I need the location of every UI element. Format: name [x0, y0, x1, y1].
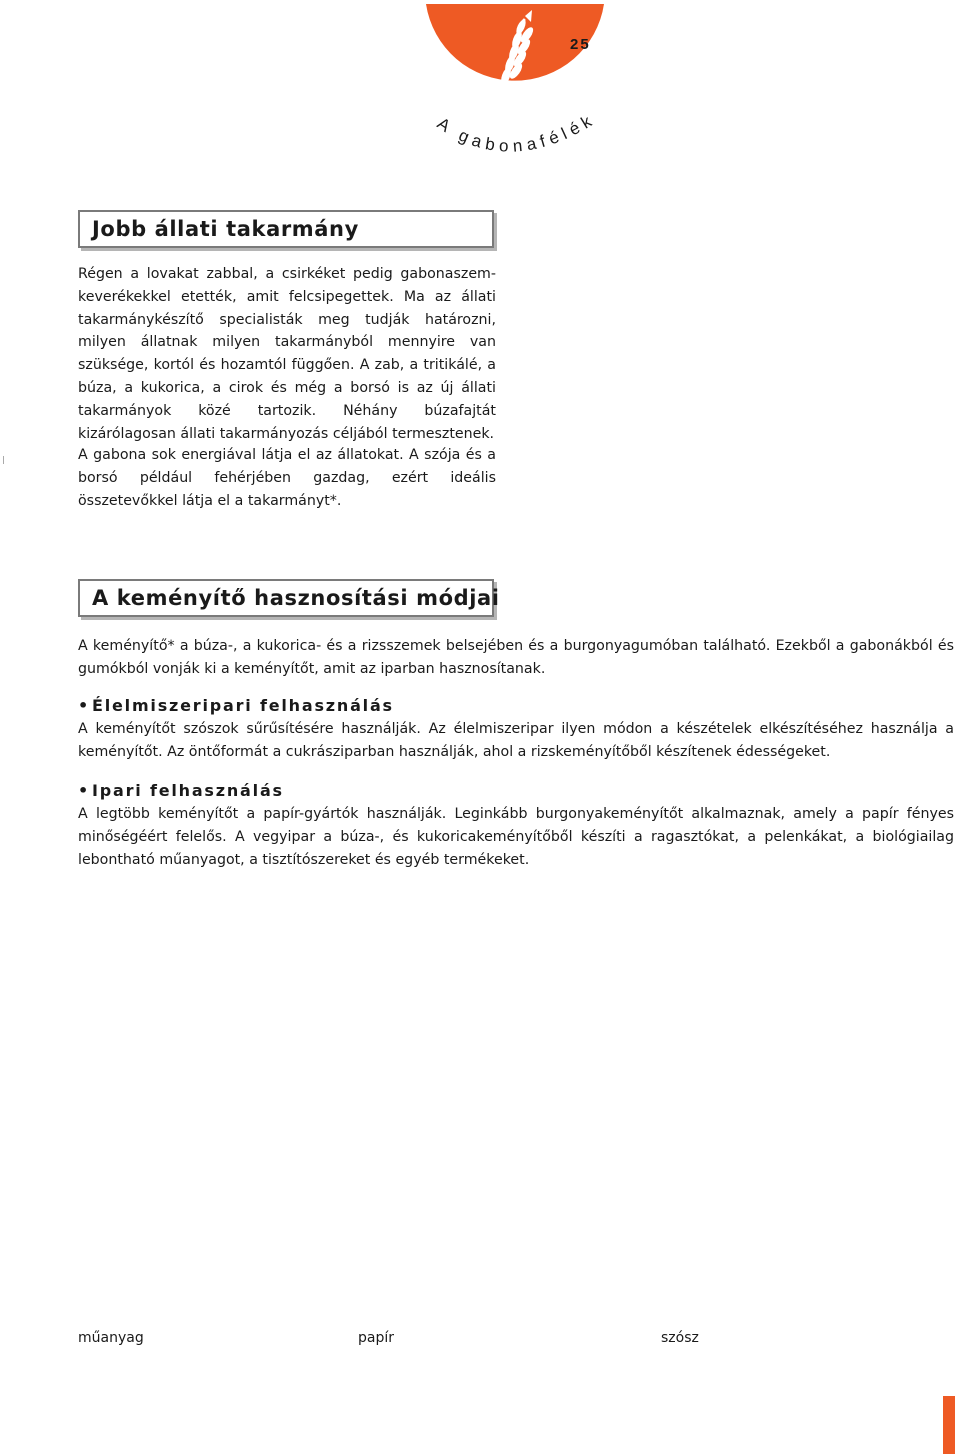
paragraph: A keményítő* a búza-, a kukorica- és a rizsszemek belsejében és a burgonyagumóban található. Ezekből a gabonákból és gumókból vonják ki a keményítőt, amit az iparban hasznosítanak. — [78, 638, 954, 677]
section-label-text: A gabonafélék — [433, 112, 600, 156]
corner-accent-bar — [943, 1396, 955, 1454]
bullet: • — [78, 781, 91, 800]
section-title: A keményítő hasznosítási módjai — [92, 586, 500, 610]
glossary-term: szósz — [661, 1330, 699, 1346]
section-title: Jobb állati takarmány — [92, 217, 359, 241]
sub-heading — [78, 781, 284, 800]
svg-text:A gabonafélék — [434, 112, 599, 156]
glossary-term: műanyag — [78, 1330, 144, 1346]
sub-heading — [78, 696, 394, 715]
sub-heading-label: Ipari felhasználás — [92, 781, 284, 800]
bullet: • — [78, 696, 91, 715]
section-label — [430, 112, 610, 172]
margin-mark — [3, 456, 4, 464]
paragraph: A keményítőt szószok sűrűsítésére használják. Az élelmiszeripar ilyen módon a készételek elkészítéséhez használja a keményítőt. Az öntőformát a cukrásziparban használják, ahol a rizskeményítőből készítenek édességeket. — [78, 721, 954, 760]
page-number: 25 — [570, 36, 591, 53]
paragraph: A gabona sok energiával látja el az állatokat. A szója és a borsó például fehérjében gazdag, ezért ideális összetevőkkel látja el a takarmányt*. — [78, 447, 496, 509]
paragraph: A legtöbb keményítőt a papír-gyártók használják. Leginkább burgonyakeményítőt alkalmaznak, amely a papír fényes minőségéért felelős. A vegyipar a búza-, és kukoricakeményítőből készíti a ragasztókat, a pelenkákat, a biológiailag lebontható műanyagot, a tisztítószereket és egyéb termékeket. — [78, 806, 954, 868]
section-heading-box — [78, 579, 500, 617]
paragraph: Régen a lovakat zabbal, a csirkéket pedig gabonaszem-keverékekkel etették, amit felcsipegettek. Ma az állati takarmánykészítő specialisták meg tudják határozni, milyen állatnak milyen takarmányból mennyire van szüksége, kortól és hozamtól függően. A zab, a tritikálé, a búza, a kukorica, a cirok és még a borsó is az új állati takarmányok közé tartozik. Néhány búzafajtát kizárólagosan állati takarmányozás céljából termesztenek. — [78, 266, 496, 442]
glossary-term: papír — [358, 1330, 394, 1346]
section-heading-box — [78, 210, 494, 248]
header-emblem — [424, 0, 606, 128]
sub-heading-label: Élelmiszeripari felhasználás — [92, 696, 394, 715]
